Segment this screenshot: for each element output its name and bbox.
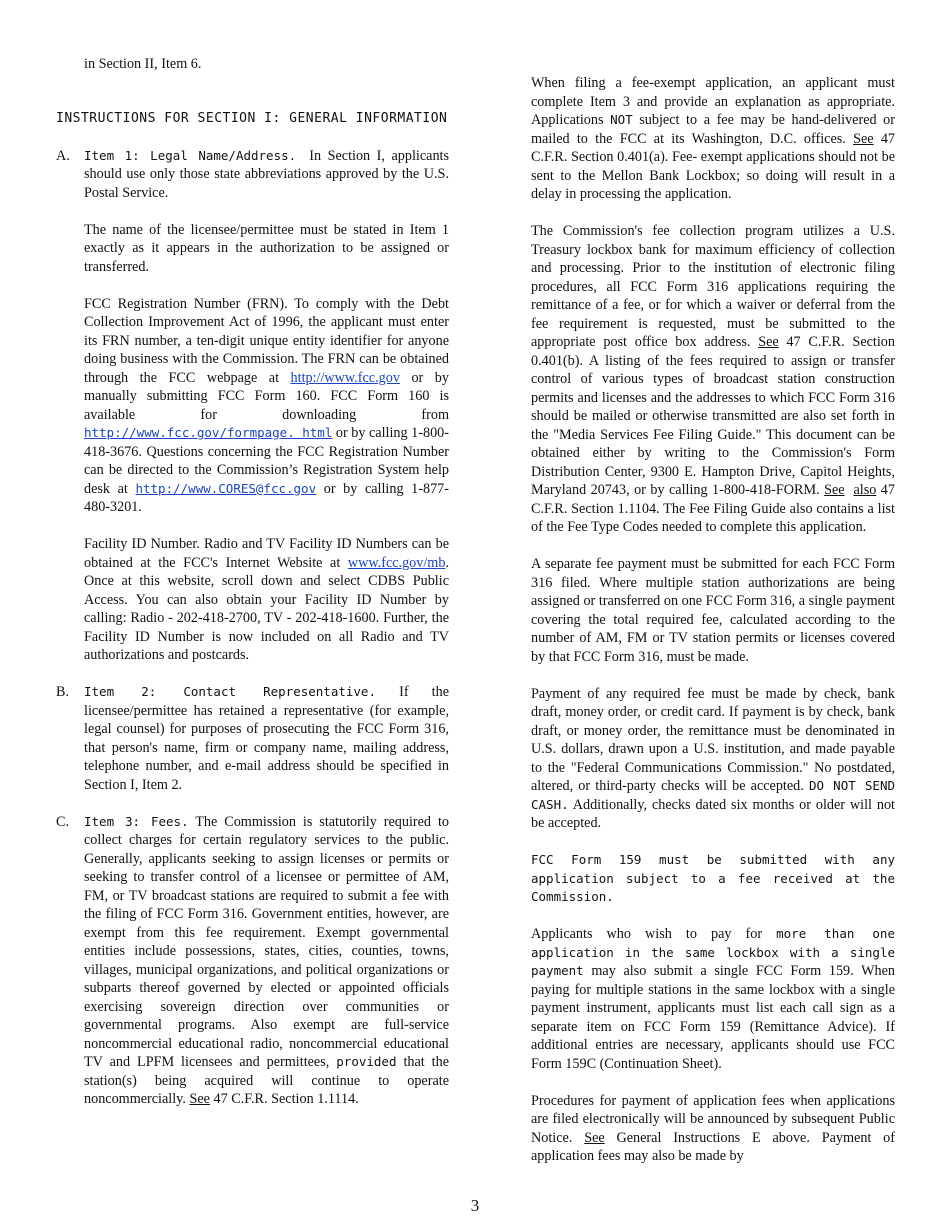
see-reference: See [584,1129,605,1146]
multi-text-2: may also submit a single FCC Form 159. When paying for multiple stations in the same lockbox with a single payment instrument, applicants must list each call sign as a separate item on FCC Form 159 (Remittance Advice). If additional entries are necessary, applicants should use FCC Form 159C (Continuation Sheet). [531,963,895,1072]
left-column [56,0,449,1127]
frn-text-1: FCC Registration Number (FRN). To comply with the Debt Collection Improvement Act of 1996, the applicant must enter its FRN number, a ten-digit unique entity identifier for anyone doing business with the Commission. The FRN can be obtained through the FCC webpage at [84,295,449,386]
exempt-text-2: subject to a fee may be hand-delivered or mailed to the FCC at its Washington, D.C. offices. [531,112,895,147]
fee-collection-paragraph [531,222,895,537]
facility-id-paragraph [84,535,449,665]
item-a [56,147,449,221]
procedures-text-2: General Instructions E above. Payment of application fees may also be made by [531,1129,895,1164]
exempt-text-1: When filing a fee-exempt application, an applicant must complete Item 3 and provide an explanation as appropriate. Applications [531,75,895,128]
cores-help-desk-link[interactable]: http://www.CORES@fcc.gov [135,480,317,496]
payment-text-2: Additionally, checks dated six months or older will not be accepted. [531,796,895,831]
frn-text-3: or by calling 1-800-418-3676. Questions concerning the FCC Registration Number can be directed to the Commission’s Registration System help desk at [84,425,449,497]
item-a-body: In Section I, applicants should use only those state abbreviations approved by the U.S. Postal Service. [84,147,449,201]
item-c-text [84,813,449,1109]
see-reference: See [824,482,845,498]
item-a-label: Item 1: Legal Name/Address. [84,147,297,163]
item-a-letter: A. [56,147,70,164]
form-159-paragraph: FCC Form 159 must be submitted with any application subject to a fee received at the Commission. [531,852,895,904]
section-heading: INSTRUCTIONS FOR SECTION I: GENERAL INFORMATION [56,110,448,126]
fcc-website-link[interactable]: http://www.fcc.gov [290,369,400,386]
no-cash-warning: DO NOT SEND CASH. [531,778,895,812]
program-text-2: 47 C.F.R. Section 0.401(b). A listing of the fees required to assign or transfer control of various types of broadcast station construction permits and licenses and the addresses to which FCC Form 316 should be mailed or otherwise transmitted are also set forth in the "Media Services Fee Filing Guide." This document can be obtained either by writing to the Commission's Form Distribution Center, 9300 E. Hampton Drive, Capitol Heights, Maryland 20743, or by calling 1-800-418-FORM. [531,334,895,498]
program-text-1: The Commission's fee collection program utilizes a U.S. Treasury lockbox bank for maximum efficiency of collection and processing. Prior to the institution of electronic filing procedures, all FCC Form 316 applications requiring the remittance of a fee, or for which a waiver or deferral from the fee requirement is requested, must be submitted to the appropriate post office box address. [531,223,895,350]
item-c-body-2: that the station(s) being acquired will continue to operate noncommercially. [84,1054,449,1107]
item-b-text [84,683,449,794]
procedures-text-1: Procedures for payment of application fees when applications are filed electronically will be announced by subsequent Public Notice. [531,1092,895,1146]
right-column [531,0,895,1184]
also-reference: also [853,482,877,498]
separate-fee-paragraph: A separate fee payment must be submitted for each FCC Form 316 filed. Where multiple station authorizations are being assigned or transferred on one FCC Form 316, a single payment covering the total required fee, calculated according to the number of AM, FM or TV station permits or licenses covered by that FCC Form 316, must be made. [531,556,895,665]
program-text-3: 47 C.F.R. Section 1.1104. The Fee Filing Guide also contains a list of the Fee Type Codes needed to complete this application. [531,482,895,535]
procedures-paragraph [531,1092,895,1166]
item-c-letter: C. [56,813,70,830]
item-b-label: Item 2: Contact Representative. [84,684,376,699]
facility-text-2: . Once at this website, scroll down and select CDBS Public Access. You can also obtain your Facility ID Number by calling: Radio - 202-418-2700, TV - 202-418-1600. Further, the Facility ID Number is now included on all Radio and TV authorizations and postcards. [84,554,449,663]
see-reference: See [853,130,874,147]
item-c [56,813,449,1128]
continuation-line: in Section II, Item 6. [84,56,202,72]
fcc-mb-link[interactable]: www.fcc.gov/mb [347,554,446,571]
not-word: NOT [610,112,633,127]
see-reference: See [758,334,779,350]
item-c-body-1: The Commission is statutorily required to collect charges for certain regulatory services to the public. Generally, applicants seeking to assign licenses or permits or seeking to transfer control of a licensee or permittee of AM, FM, or TV broadcast stations are required to submit a fee with the filing of FCC Form 316. Government entities, however, are exempt from this fee requirement. Exempt governmental entities include possessions, states, cities, counties, towns, villages, municipal organizations, and political organizations or subparts thereof governed by elected or appointed officials exercising sovereign direction over communities or governmental programs. Also exempt are full-service noncommercial educational radio, noncommercial educational TV and LPFM licensees and permittees, [84,813,449,1070]
multi-text-1: Applicants who wish to pay for [531,926,777,942]
provided-word: provided [336,1054,397,1069]
frn-paragraph [84,295,449,517]
see-reference: See [189,1091,210,1107]
item-c-label: Item 3: Fees. [84,813,189,829]
exempt-text-3: 47 C.F.R. Section 0.401(a). Fee- exempt applications should not be sent to the Mellon Bank Lockbox; so doing will result in a delay in processing the application. [531,130,896,202]
item-a-text [84,147,449,203]
multi-mono-text: more than one application in the same lockbox with a single payment [531,926,895,978]
item-c-body-3: 47 C.F.R. Section 1.1114. [209,1091,359,1107]
frn-text-4: or by calling 1-877-480-3201. [84,480,450,515]
payment-text-1: Payment of any required fee must be made by check, bank draft, money order, or credit card. If payment is by check, bank draft, or money order, the remittance must be denominated in U.S. dollars, drawn upon a U.S. institution, and made payable to the "Federal Communications Commission." No postdated, altered, or third-party checks will be accepted. [531,685,895,794]
multiple-applications-paragraph [531,925,895,1073]
item-b-body: If the licensee/permittee has retained a representative (for example, legal counsel) for purposes of prosecuting the FCC Form 316, that person's name, firm or company name, mailing address, telephone number, and e-mail address should be specified in Section I, Item 2. [84,684,449,793]
payment-paragraph [531,685,895,833]
name-paragraph: The name of the licensee/permittee must be stated in Item 1 exactly as it appears in the authorization to be assigned or transferred. [84,221,449,275]
item-b-letter: B. [56,684,70,700]
fee-exempt-paragraph [531,74,895,204]
formpage-link[interactable]: http://www.fcc.gov/formpage. html [84,425,333,440]
facility-text-1: Facility ID Number. Radio and TV Facility ID Numbers can be obtained at the FCC's Internet Website at [84,536,449,571]
frn-text-2: or by manually submitting FCC Form 160. FCC Form 160 is available for downloading from [84,369,449,423]
item-b [56,683,449,813]
page-number: 3 [470,1196,480,1215]
